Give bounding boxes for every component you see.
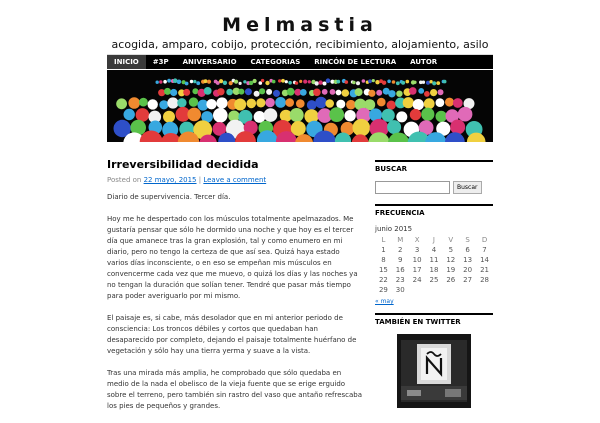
- balloon: [253, 79, 257, 83]
- balloon: [136, 108, 150, 122]
- post-title[interactable]: Irreversibilidad decidida: [107, 158, 259, 171]
- balloon: [207, 80, 211, 84]
- post-paragraph: El paisaje es, si cabe, más desolador que en mi anterior periodo de consciencia: Los troncos débiles y cortos que quedaban han desaparecido por completo, dejando el paisaje totalmente huérfano de vegetación y sólo hay una tierra yerma y suave a la vista.: [107, 314, 357, 355]
- balloon: [177, 98, 186, 107]
- balloon: [418, 88, 424, 94]
- balloon: [185, 82, 189, 86]
- balloon: [281, 79, 285, 83]
- balloon: [368, 90, 375, 97]
- balloon: [290, 108, 304, 122]
- balloon: [196, 81, 200, 85]
- balloon: [223, 81, 227, 85]
- balloon: [344, 110, 355, 121]
- calendar-weekday: V: [448, 236, 454, 244]
- search-button[interactable]: Buscar: [453, 181, 482, 194]
- balloon: [376, 90, 382, 96]
- balloon: [303, 80, 307, 84]
- balloon: [313, 89, 321, 97]
- calendar-day: 16: [395, 266, 405, 274]
- balloon: [410, 109, 421, 120]
- balloon: [387, 80, 391, 84]
- balloon: [272, 80, 276, 84]
- calendar-day: 19: [446, 266, 456, 274]
- balloon: [278, 79, 281, 82]
- calendar-day: 7: [482, 246, 487, 254]
- calendar-day: 26: [446, 276, 456, 284]
- balloon: [264, 108, 278, 122]
- calendar-day: [409, 285, 426, 295]
- balloon: [139, 98, 148, 107]
- balloon: [346, 100, 356, 110]
- balloon: [432, 81, 436, 85]
- calendar-day: 12: [446, 256, 456, 264]
- calendar-week: [375, 265, 493, 275]
- calendar-weekday: L: [381, 236, 386, 244]
- calendar-day: 1: [381, 246, 386, 254]
- search-form: [375, 181, 493, 194]
- balloon: [387, 120, 401, 134]
- balloon: [318, 80, 322, 84]
- balloon: [406, 80, 410, 84]
- calendar-week: [375, 255, 493, 265]
- balloon: [396, 81, 400, 85]
- post-date-link[interactable]: 22 mayo, 2015: [143, 176, 197, 184]
- calendar-day: [459, 285, 476, 295]
- balloon: [382, 81, 386, 85]
- calendar-day: 24: [412, 276, 422, 284]
- balloon: [330, 89, 336, 95]
- meta-separator: |: [198, 176, 202, 184]
- balloon: [315, 97, 327, 109]
- balloon: [342, 89, 350, 97]
- calendar-day: 28: [480, 276, 489, 284]
- balloon: [307, 100, 317, 110]
- post-paragraph: Tras una mirada más amplia, he comprobado que sólo quedaba en medio de la nada el obelisco de la vieja fuente que se erige erguido sobre el terreno, pero también sin rastro del vaso que antaño refrescaba los pies de pequeños y grandes.: [107, 369, 363, 410]
- balloon: [422, 81, 425, 84]
- balloon: [288, 81, 292, 85]
- calendar-day: 22: [378, 276, 388, 284]
- site-description: acogida, amparo, cobijo, protección, recibimiento, alojamiento, asilo: [111, 38, 489, 51]
- calendar-day: 9: [398, 256, 403, 264]
- balloon: [421, 108, 434, 121]
- balloon: [116, 98, 127, 109]
- balloon: [445, 98, 454, 107]
- calendar-day: 17: [412, 266, 422, 274]
- balloon: [192, 88, 198, 94]
- calendar-day: 5: [448, 246, 454, 254]
- balloon: [430, 89, 437, 96]
- balloon: [436, 98, 445, 107]
- balloon: [352, 81, 356, 85]
- balloon: [206, 99, 216, 109]
- twitter-photo-image: [397, 334, 471, 408]
- balloon: [170, 89, 177, 96]
- balloon: [372, 79, 375, 82]
- main-nav: [107, 55, 493, 69]
- balloon: [256, 98, 265, 107]
- balloon: [273, 90, 280, 97]
- calendar-day: 21: [480, 266, 489, 274]
- balloon: [124, 109, 135, 120]
- balloon: [308, 80, 311, 83]
- balloon: [128, 97, 140, 109]
- search-input[interactable]: [375, 181, 450, 194]
- balloon: [336, 100, 345, 109]
- balloon: [234, 99, 246, 111]
- balloon: [187, 108, 201, 122]
- balloon: [325, 99, 334, 108]
- balloon: [193, 80, 196, 83]
- widget-divider: [375, 313, 493, 315]
- widget-divider: [375, 160, 493, 162]
- balloon: [213, 108, 228, 123]
- balloon: [285, 98, 294, 107]
- nav-item-3p[interactable]: #3P: [152, 58, 169, 66]
- calendar-week: [375, 275, 493, 285]
- calendar-day: 27: [463, 276, 473, 284]
- calendar-day: 25: [429, 276, 439, 284]
- balloon: [336, 90, 342, 96]
- balloon: [239, 82, 242, 85]
- sidebar: [375, 160, 493, 408]
- balloon: [426, 81, 430, 85]
- balloon: [424, 98, 435, 109]
- balloon: [148, 99, 158, 109]
- balloon: [409, 87, 417, 95]
- balloon: [167, 79, 171, 83]
- calendar-day: [476, 285, 493, 295]
- balloon: [458, 107, 473, 122]
- balloon: [387, 101, 396, 110]
- balloon: [265, 81, 269, 85]
- balloon: [403, 97, 414, 108]
- calendar-week: [375, 245, 493, 255]
- balloon: [245, 88, 252, 95]
- nav-item-aniversario[interactable]: ANIVERSARIO: [182, 58, 237, 66]
- nav-item-inicio[interactable]: INICIO: [107, 55, 146, 69]
- calendar-widget-title: FRECUENCIA: [375, 209, 425, 217]
- calendar-day: 14: [480, 256, 489, 264]
- post-paragraph: Diario de supervivencia. Tercer día.: [107, 193, 231, 201]
- balloon: [163, 111, 175, 123]
- balloon: [345, 80, 349, 84]
- calendar-day: 6: [465, 246, 470, 254]
- balloon: [396, 111, 407, 122]
- calendar-day: [426, 285, 443, 295]
- balloon: [295, 81, 298, 84]
- balloon: [396, 91, 402, 97]
- balloon: [424, 91, 430, 97]
- calendar-day: 8: [381, 256, 386, 264]
- balloon: [204, 79, 208, 83]
- balloon: [401, 81, 405, 85]
- balloon: [375, 80, 379, 84]
- balloon: [382, 109, 395, 122]
- balloon: [259, 88, 265, 94]
- balloon: [300, 89, 307, 96]
- balloon: [296, 99, 305, 108]
- calendar-day: 10: [412, 256, 422, 264]
- balloon: [362, 79, 366, 83]
- balloon: [356, 81, 360, 85]
- balloon: [453, 98, 463, 108]
- balloon: [336, 80, 340, 84]
- balloon: [329, 107, 344, 122]
- nav-item-rincon-de-lectura[interactable]: RINCÓN DE LECTURA: [314, 58, 397, 66]
- balloon: [438, 89, 444, 95]
- calendar-day: 3: [414, 246, 420, 254]
- calendar-day: 4: [431, 246, 437, 254]
- balloon: [315, 81, 319, 85]
- balloon: [183, 89, 190, 96]
- balloon: [299, 80, 302, 83]
- balloon: [413, 99, 424, 110]
- balloon: [287, 88, 295, 96]
- balloon: [265, 98, 274, 107]
- calendar-week: [375, 285, 493, 295]
- balloon: [167, 97, 178, 108]
- post-paragraph: Hoy me he despertado con los músculos totalmente apelmazados. Me gustaría pensar que sólo he dormido una noche y que hoy es el tercer día que amanece tras la gran explosión, tal y como enumero en mi diario, pero no tengo la certeza de que así sea. Quizá haya estado varios días inconsciente, o en eso se empeñan mis músculos en convencerme cada vez que me muevo, o quizá los días y las noches ya no tengan la duración que solían tener. Tendré que pasar más tiempo para poder averiguarlo por mi mismo.: [107, 215, 358, 300]
- calendar-day: 18: [429, 266, 439, 274]
- balloon: [413, 81, 416, 84]
- balloon: [355, 88, 363, 96]
- posted-on-label: Posted on: [107, 176, 142, 184]
- widget-divider: [375, 204, 493, 206]
- balloon: [189, 97, 198, 106]
- balloon: [219, 79, 223, 83]
- balloon: [217, 88, 224, 95]
- leave-comment-link[interactable]: Leave a comment: [203, 176, 267, 184]
- nav-item-categorias[interactable]: CATEGORIAS: [250, 58, 301, 66]
- header-image: [107, 70, 493, 142]
- calendar-table: [375, 235, 493, 295]
- balloon: [156, 81, 159, 84]
- balloon: [243, 80, 246, 83]
- balloon: [353, 119, 371, 137]
- balloon: [204, 87, 212, 95]
- balloon: [326, 78, 331, 83]
- calendar-weekday: J: [432, 236, 435, 244]
- balloon: [226, 89, 233, 96]
- balloon: [159, 100, 168, 109]
- balloon: [323, 82, 327, 86]
- calendar-prev-link[interactable]: « may: [375, 298, 394, 305]
- calendar-day: 20: [463, 266, 473, 274]
- calendar-day: 11: [429, 256, 439, 264]
- balloon: [285, 80, 288, 83]
- balloon: [266, 89, 272, 95]
- calendar-day: 13: [463, 256, 473, 264]
- balloon: [368, 79, 372, 83]
- balloon: [234, 80, 238, 84]
- balloon: [159, 80, 162, 83]
- post-meta: [107, 176, 362, 184]
- calendar-day: [442, 285, 459, 295]
- calendar-weekday: X: [414, 236, 420, 244]
- balloon: [392, 80, 396, 84]
- balloon: [322, 89, 328, 95]
- balloon: [247, 99, 257, 109]
- balloons-photo: [107, 70, 493, 142]
- balloon: [238, 89, 244, 95]
- balloon: [377, 98, 386, 107]
- balloon: [163, 80, 167, 84]
- balloon: [190, 80, 193, 83]
- calendar-weekday: M: [397, 236, 404, 244]
- calendar-day: 30: [395, 286, 405, 294]
- balloon: [436, 81, 440, 85]
- twitter-widget-title: TAMBIÉN EN TWITTER: [375, 318, 461, 326]
- search-widget-title: BUSCAR: [375, 165, 408, 173]
- calendar-weekday: D: [481, 236, 488, 244]
- twitter-photo[interactable]: [397, 334, 471, 408]
- balloon: [450, 120, 465, 135]
- nav-item-autor[interactable]: AUTOR: [410, 58, 438, 66]
- balloon: [443, 80, 447, 84]
- calendar-day: 23: [395, 276, 405, 284]
- calendar-day: 2: [398, 246, 403, 254]
- post-content: [107, 158, 362, 423]
- calendar-caption: junio 2015: [375, 225, 413, 233]
- calendar-day: 29: [378, 286, 388, 294]
- calendar-weekday: S: [465, 236, 470, 244]
- balloon: [388, 90, 395, 97]
- balloon: [254, 91, 260, 97]
- site-title[interactable]: Melmastia: [222, 14, 378, 36]
- balloon: [216, 97, 227, 108]
- balloon: [261, 79, 264, 82]
- balloon: [177, 80, 182, 85]
- balloon: [275, 97, 286, 108]
- calendar-day: 15: [378, 266, 388, 274]
- balloon: [164, 88, 171, 95]
- balloon: [436, 111, 447, 122]
